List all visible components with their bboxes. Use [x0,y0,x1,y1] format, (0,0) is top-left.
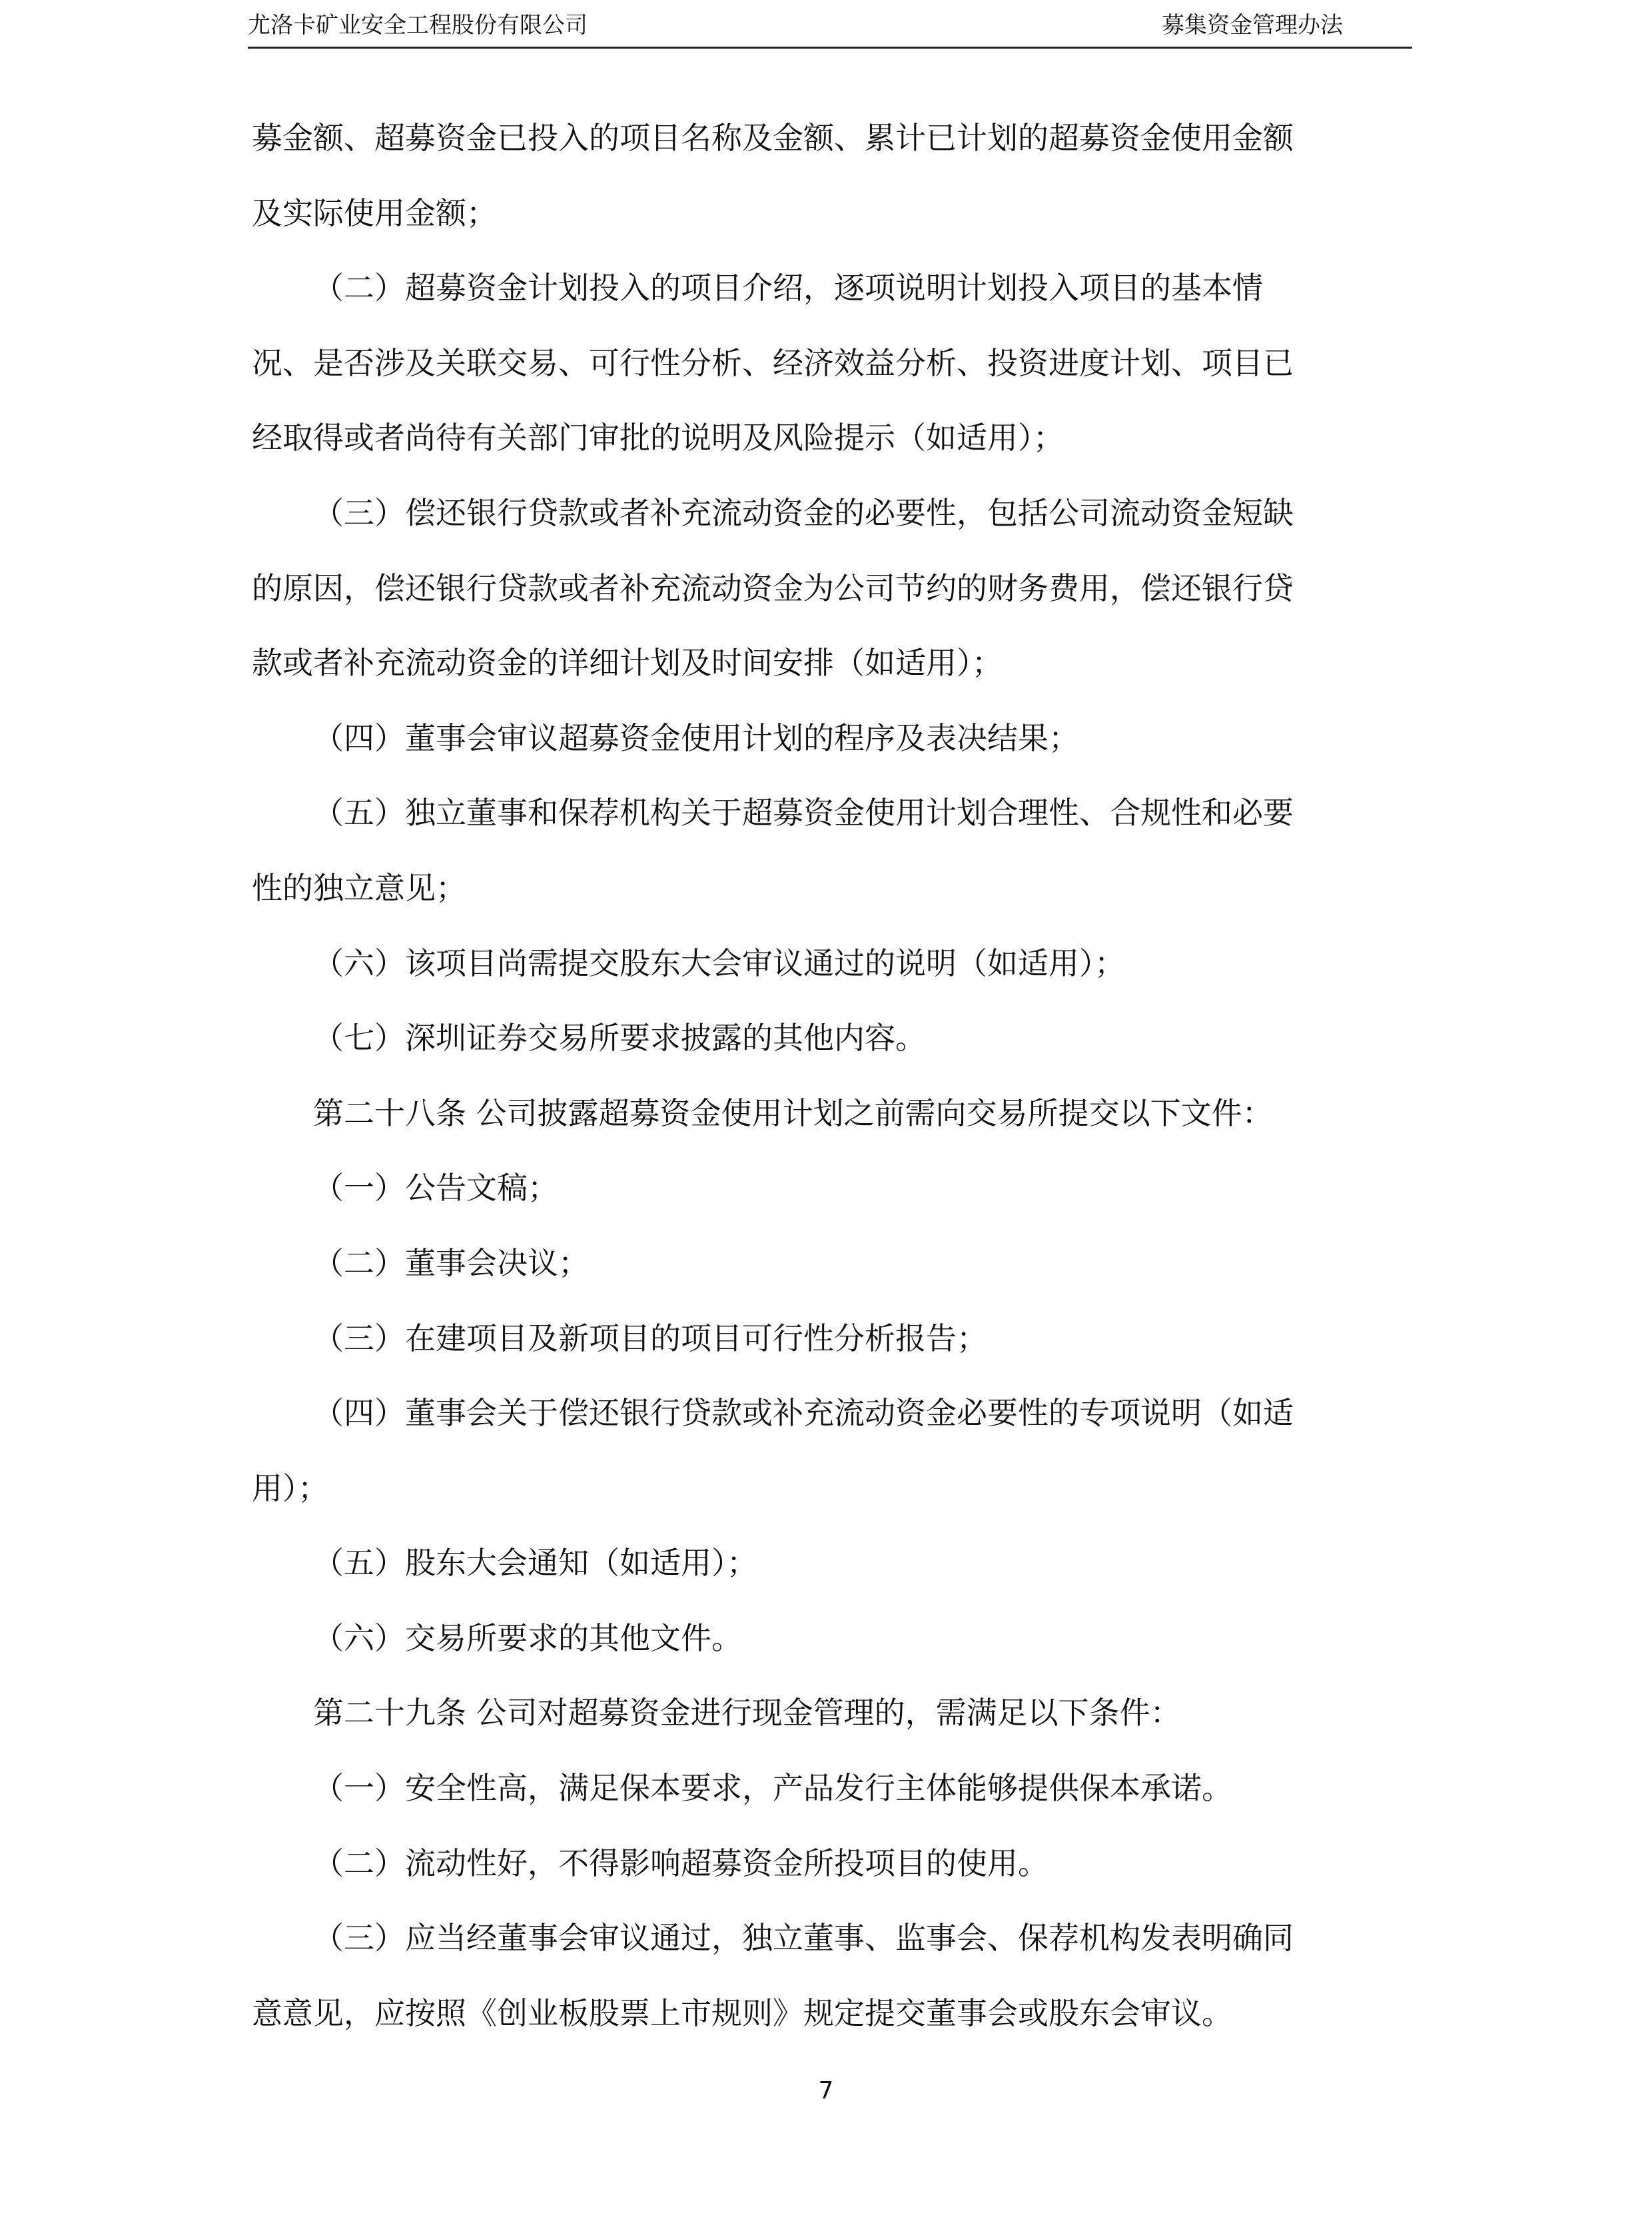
text-line: 性的独立意见； [252,869,466,906]
text-line: （五）独立董事和保荐机构关于超募资金使用计划合理性、合规性和必要 [313,795,1294,831]
page-number: 7 [818,2077,834,2104]
text-line: （二）流动性好，不得影响超募资金所投项目的使用。 [313,1845,1048,1881]
text-line: （三）在建项目及新项目的项目可行性分析报告； [313,1320,987,1356]
text-line: （四）董事会审议超募资金使用计划的程序及表决结果； [313,719,1079,756]
text-line: （二）董事会决议； [313,1244,589,1281]
text-line: （七）深圳证券交易所要求披露的其他内容。 [313,1020,926,1057]
text-line: （三）偿还银行贷款或者补充流动资金的必要性，包括公司流动资金短缺 [313,494,1294,531]
text-line: 的原因，偿还银行贷款或者补充流动资金为公司节约的财务费用，偿还银行贷 [252,570,1294,606]
text-line: （六）该项目尚需提交股东大会审议通过的说明（如适用）； [313,945,1125,981]
page-header [248,0,1412,49]
text-line: 况、是否涉及关联交易、可行性分析、经济效益分析、投资进度计划、项目已 [252,344,1294,381]
text-line: 意意见，应按照《创业板股票上市规则》规定提交董事会或股东会审议。 [252,1995,1232,2031]
header-company-name: 尤洛卡矿业安全工程股份有限公司 [248,12,588,39]
text-line: （一）安全性高，满足保本要求，产品发行主体能够提供保本承诺。 [313,1770,1232,1807]
text-line: 经取得或者尚待有关部门审批的说明及风险提示（如适用）； [252,420,1064,456]
text-line: 募金额、超募资金已投入的项目名称及金额、累计已计划的超募资金使用金额 [252,120,1294,156]
text-line: （一）公告文稿； [313,1170,558,1206]
text-line: （二）超募资金计划投入的项目介绍，逐项说明计划投入项目的基本情 [313,270,1263,306]
article-heading-29: 第二十九条 公司对超募资金进行现金管理的，需满足以下条件： [313,1695,1181,1731]
text-line: （三）应当经董事会审议通过，独立董事、监事会、保荐机构发表明确同 [313,1920,1294,1957]
text-line: （五）股东大会通知（如适用）； [313,1545,757,1581]
text-line: 及实际使用金额； [252,195,497,231]
header-document-title: 募集资金管理办法 [1162,12,1343,39]
text-line: 款或者补充流动资金的详细计划及时间安排（如适用）； [252,645,1003,681]
text-line: 用）； [252,1470,328,1506]
article-heading-28: 第二十八条 公司披露超募资金使用计划之前需向交易所提交以下文件： [313,1095,1273,1131]
document-body [252,112,1399,2062]
text-line: （四）董事会关于偿还银行贷款或补充流动资金必要性的专项说明（如适 [313,1395,1294,1432]
text-line: （六）交易所要求的其他文件。 [313,1619,742,1656]
